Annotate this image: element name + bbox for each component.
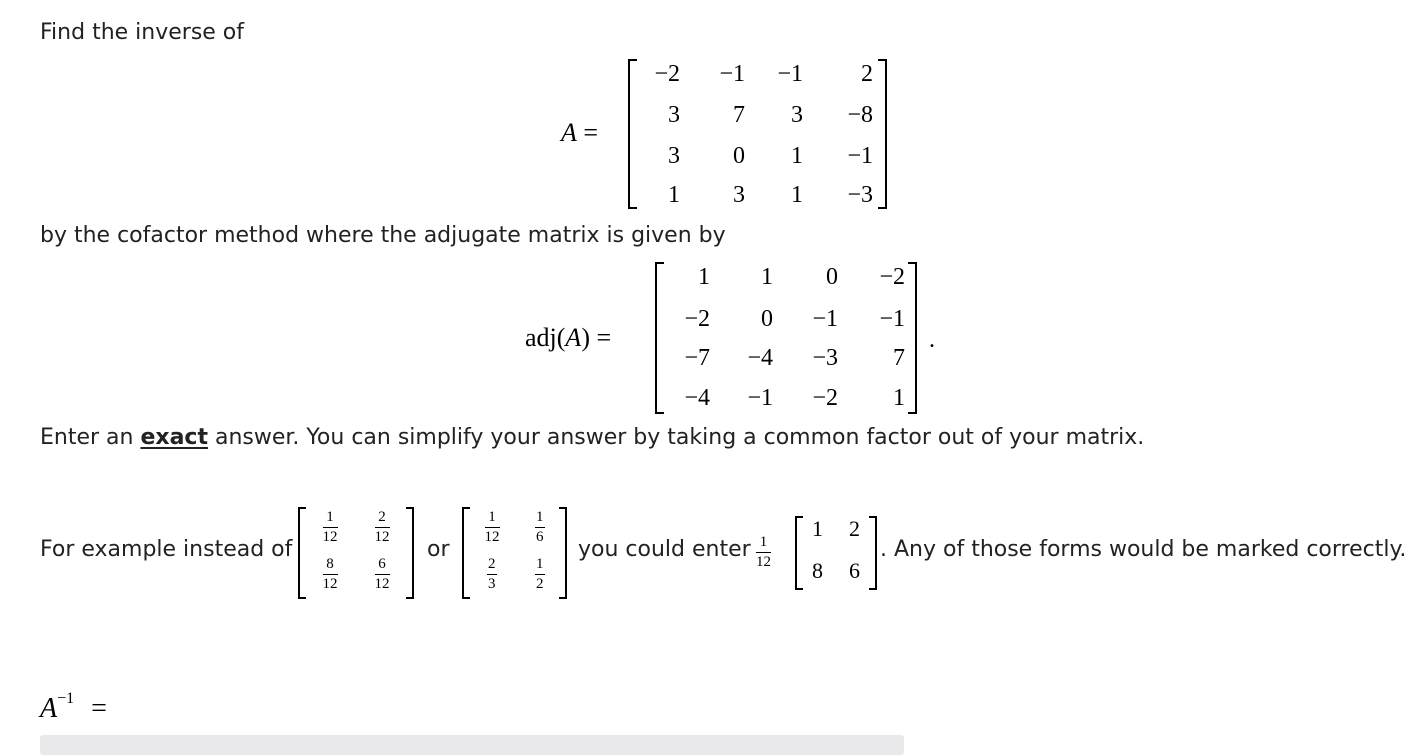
example-m3-cell: 6: [849, 558, 860, 583]
instruction-text: [40, 427, 1144, 449]
matrix-a-right-bracket: [878, 59, 887, 209]
fraction-denominator: 2: [536, 576, 544, 592]
example-m1-fraction: [323, 510, 338, 545]
answer-label-base: A: [40, 693, 58, 724]
example-m3-right-bracket: [869, 516, 877, 590]
adjugate-cell: 7: [893, 345, 905, 371]
matrix-a-cell: 7: [733, 102, 745, 128]
fraction-denominator: 3: [488, 576, 496, 592]
fraction-numerator: 2: [378, 509, 386, 525]
matrix-a-cell: 0: [733, 143, 745, 169]
intro-text: Find the inverse of: [40, 20, 245, 45]
adjugate-cell: −2: [879, 264, 905, 290]
answer-label-exponent: −1: [57, 690, 75, 707]
matrix-a-cell: −8: [847, 102, 873, 128]
adjugate-label: adj(A) =: [525, 323, 612, 352]
adjugate-cell: 0: [826, 264, 838, 290]
fraction-numerator: 6: [378, 556, 386, 572]
adjugate-right-bracket: [908, 262, 917, 414]
example-tail-text: . Any of those forms would be marked correctly.: [880, 537, 1407, 562]
matrix-a-label: A =: [561, 118, 599, 147]
example-m2-left-bracket: [462, 507, 470, 599]
fraction-numerator: 1: [536, 556, 544, 572]
exact-emphasis: exact: [140, 425, 208, 450]
matrix-a-cell: −1: [777, 61, 803, 87]
fraction-denominator: 12: [322, 576, 338, 592]
fraction-denominator: 12: [322, 529, 338, 545]
adjugate-cell: 1: [698, 264, 710, 290]
example-m3-cell: 1: [812, 516, 823, 541]
answer-label: [40, 690, 107, 725]
adjugate-cell: 0: [761, 306, 773, 332]
fraction-numerator: 8: [326, 556, 334, 572]
adjugate-cell: −4: [747, 345, 773, 371]
factor-numerator: 1: [759, 534, 768, 550]
fraction-denominator: 6: [536, 529, 544, 545]
example-m2-right-bracket: [559, 507, 567, 599]
matrix-a-cell: −2: [654, 61, 680, 87]
example-m2-fraction: [485, 510, 500, 545]
example-m1-fraction: [375, 510, 390, 545]
adjugate-cell: −1: [879, 306, 905, 332]
fraction-denominator: 12: [484, 529, 500, 545]
fraction-denominator: 12: [374, 529, 390, 545]
matrix-a-cell: 3: [668, 143, 680, 169]
example-m3-cell: 2: [849, 516, 860, 541]
adjugate-cell: −4: [684, 385, 710, 411]
example-or-text: or: [427, 537, 450, 562]
matrix-a-cell: −3: [847, 182, 873, 208]
matrix-a-cell: 2: [861, 61, 873, 87]
answer-equals: =: [91, 693, 107, 724]
adjugate-period: .: [929, 327, 935, 353]
matrix-a-cell: −1: [847, 143, 873, 169]
example-m2-fraction: [535, 510, 545, 545]
matrix-a-cell: 3: [668, 102, 680, 128]
matrix-a-cell: −1: [719, 61, 745, 87]
matrix-a-cell: 3: [791, 102, 803, 128]
matrix-a-cell: 1: [791, 143, 803, 169]
fraction-numerator: 1: [326, 509, 334, 525]
example-m1-fraction: [375, 557, 390, 592]
example-m1-right-bracket: [406, 507, 414, 599]
adjugate-cell: 1: [761, 264, 773, 290]
example-m3-cell: 8: [812, 558, 823, 583]
matrix-a-cell: 1: [791, 182, 803, 208]
fraction-numerator: 1: [536, 509, 544, 525]
example-could-text: you could enter: [578, 537, 751, 562]
adjugate-cell: −3: [812, 345, 838, 371]
example-m2-fraction: [487, 557, 497, 592]
fraction-numerator: 1: [488, 509, 496, 525]
adjugate-cell: −2: [812, 385, 838, 411]
answer-input[interactable]: [40, 735, 904, 755]
example-lead-text: For example instead of: [40, 537, 293, 562]
instruction-after: answer. You can simplify your answer by taking a common factor out of your matrix.: [207, 425, 1145, 450]
fraction-numerator: 2: [488, 556, 496, 572]
adjugate-cell: −1: [812, 306, 838, 332]
adjugate-cell: −1: [747, 385, 773, 411]
example-m2-fraction: [535, 557, 545, 592]
factor-denominator: 12: [756, 554, 771, 570]
adjugate-cell: −2: [684, 306, 710, 332]
matrix-a-cell: 1: [668, 182, 680, 208]
instruction-before: Enter an: [40, 425, 141, 450]
matrix-a-cell: 3: [733, 182, 745, 208]
adjugate-cell: 1: [893, 385, 905, 411]
cofactor-text: by the cofactor method where the adjugate matrix is given by: [40, 223, 726, 248]
fraction-denominator: 12: [374, 576, 390, 592]
example-m1-fraction: [323, 557, 338, 592]
adjugate-cell: −7: [684, 345, 710, 371]
example-m1-left-bracket: [298, 507, 306, 599]
